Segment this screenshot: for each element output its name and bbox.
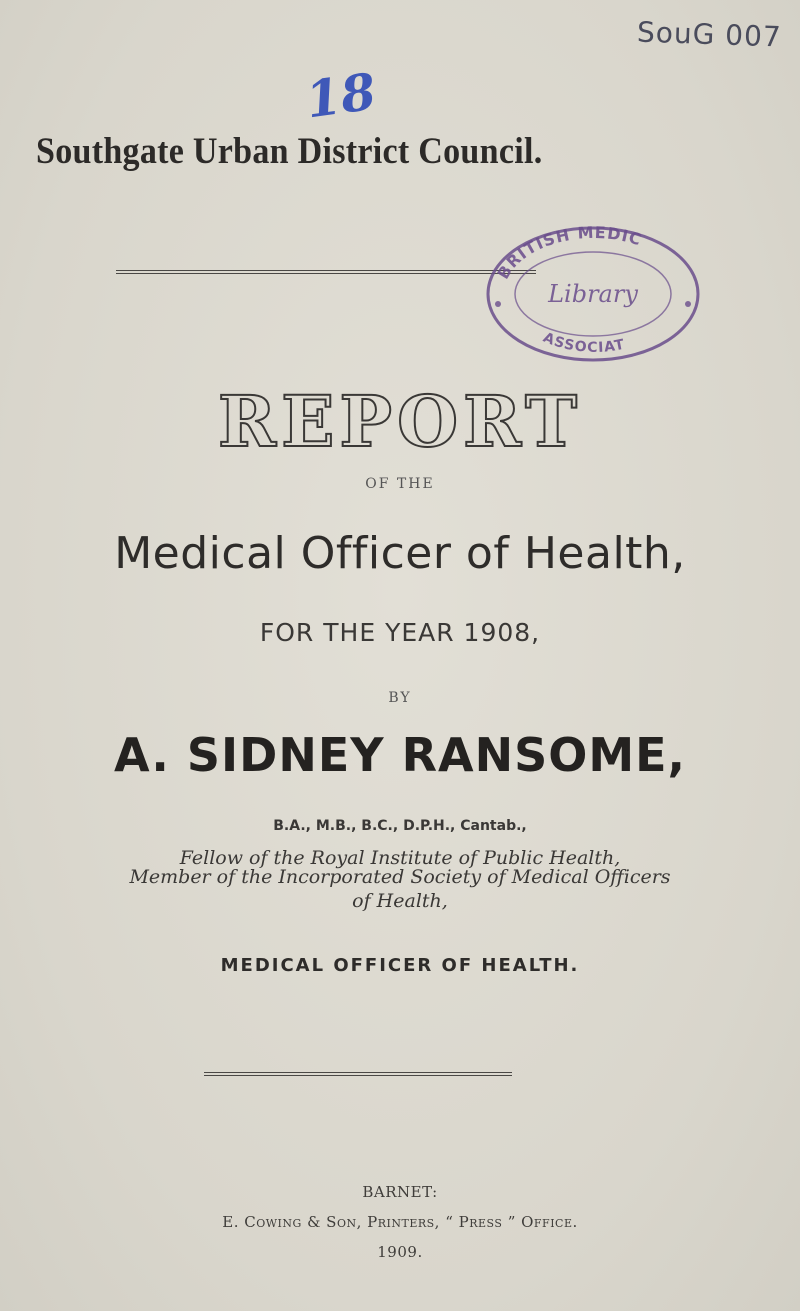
stamp-dot-left	[495, 301, 501, 307]
stamp-bottom-text: ASSOCIAT	[540, 329, 627, 356]
library-stamp-svg	[482, 220, 704, 368]
subject-heading: Medical Officer of Health,	[114, 528, 686, 579]
membership-line-1: Member of the Incorporated Society of Medical Officers	[129, 866, 671, 888]
by-label: BY	[388, 690, 412, 706]
position-title: MEDICAL OFFICER OF HEALTH.	[220, 955, 580, 976]
reference-mark: SouG 007	[636, 15, 783, 54]
fellowship-line: Fellow of the Royal Institute of Public Health,	[179, 847, 621, 869]
imprint-year: 1909.	[377, 1243, 423, 1261]
library-stamp	[482, 220, 704, 368]
report-title: REPORT	[217, 380, 583, 463]
bottom-divider	[204, 1072, 512, 1076]
council-heading: Southgate Urban District Council.	[36, 131, 543, 172]
year-line: FOR THE YEAR 1908,	[259, 618, 541, 647]
imprint-printer: E. Cowing & Son, Printers, “ Press ” Office.	[222, 1213, 578, 1231]
of-the-label: OF THE	[365, 476, 435, 492]
imprint-place: BARNET:	[362, 1183, 438, 1201]
stamp-dot-right	[685, 301, 691, 307]
top-divider	[116, 270, 536, 274]
stamp-top-text: BRITISH MEDIC	[493, 222, 645, 283]
membership-line-2: of Health,	[352, 890, 448, 912]
author-degrees: B.A., M.B., B.C., D.P.H., Cantab.,	[273, 818, 527, 834]
stamp-center-text: Library	[548, 280, 638, 308]
pencil-number: 18	[302, 61, 380, 130]
author-name: A. SIDNEY RANSOME,	[113, 728, 687, 782]
